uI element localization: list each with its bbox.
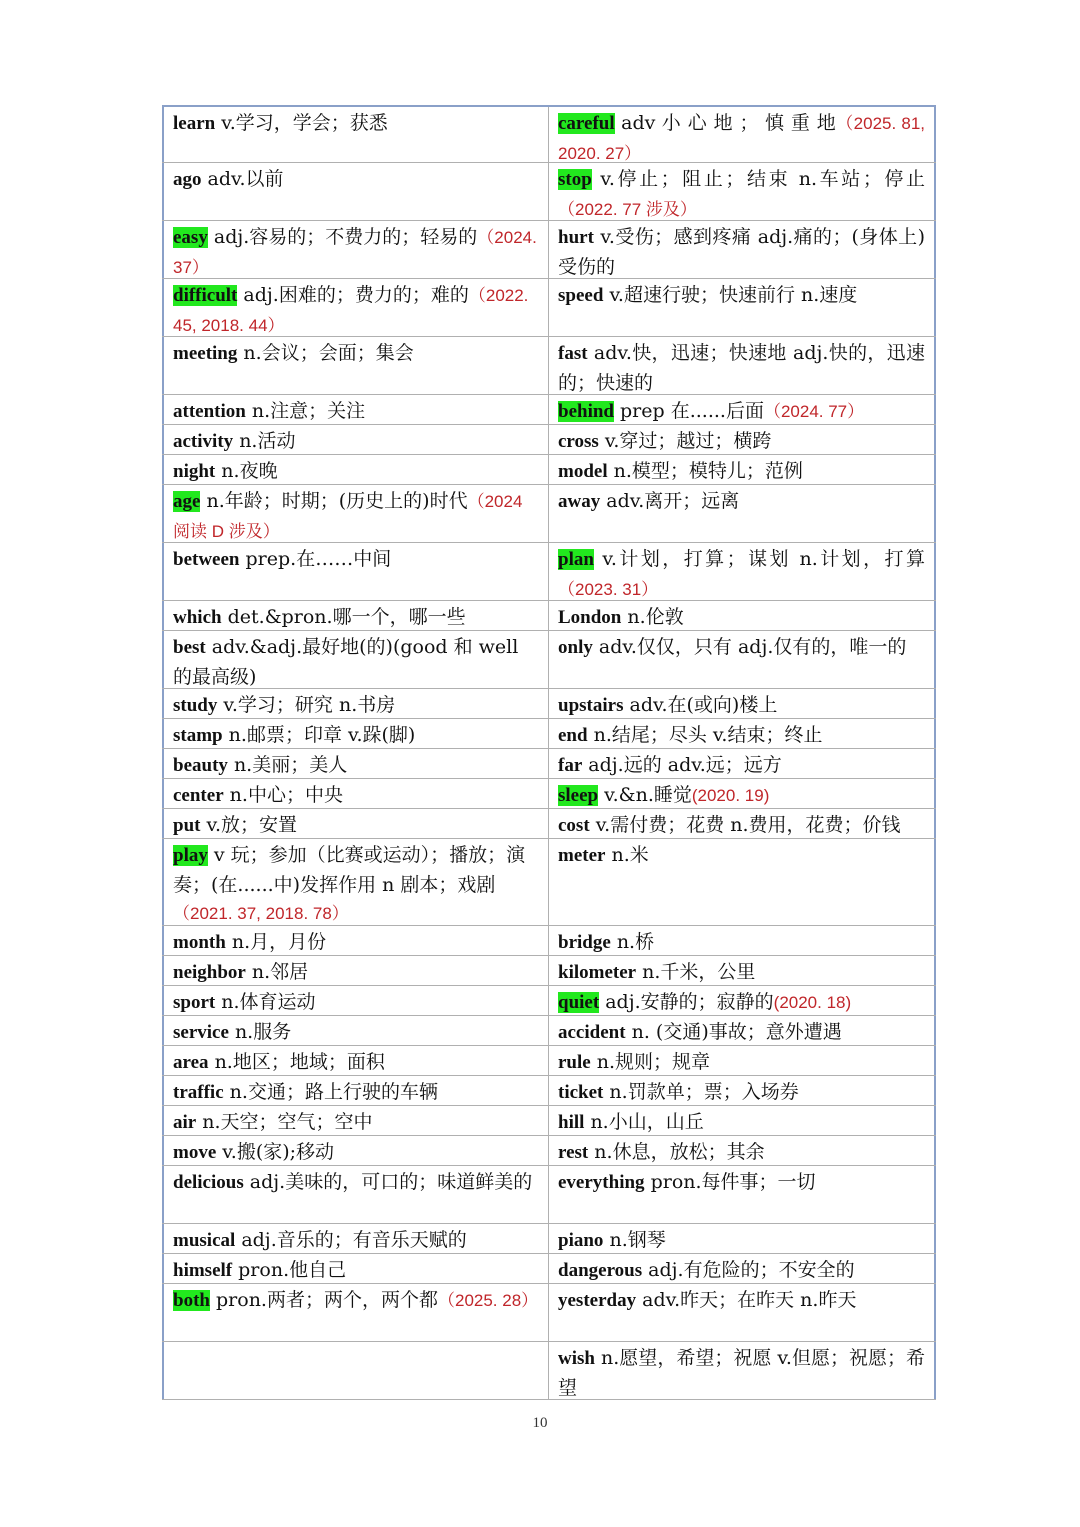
headword: far: [558, 755, 583, 776]
table-row: [162, 1254, 936, 1284]
left-entry-cell: [162, 395, 549, 424]
right-entry-cell: [549, 956, 936, 985]
left-entry-cell: [162, 1342, 549, 1399]
right-entry-cell: [549, 1136, 936, 1165]
table-row: [162, 1136, 936, 1166]
headword: both: [173, 1290, 210, 1311]
table-row: [162, 839, 936, 926]
definition: n.体育运动: [215, 991, 316, 1013]
definition: n.模型；模特儿；范例: [607, 460, 803, 482]
headword: study: [173, 695, 218, 716]
right-entry-cell: [549, 839, 936, 925]
page-number: 10: [532, 1415, 548, 1431]
exam-reference: （2024. 37）: [173, 228, 537, 277]
right-entry-cell: [549, 455, 936, 484]
headword: kilometer: [558, 962, 637, 983]
headword: stamp: [173, 725, 223, 746]
headword: cross: [558, 431, 599, 452]
definition: n.愿望，希望；祝愿 v.但愿；祝愿；希望: [558, 1347, 925, 1399]
definition: adj.有危险的；不安全的: [642, 1259, 855, 1281]
headword: wish: [558, 1348, 595, 1369]
table-row: [162, 809, 936, 839]
headword: difficult: [173, 285, 238, 306]
left-entry-cell: [162, 779, 549, 808]
definition: n.天空；空气；空中: [196, 1111, 373, 1133]
table-row: [162, 1106, 936, 1136]
headword: center: [173, 785, 224, 806]
headword: ago: [173, 169, 202, 190]
left-entry-cell: [162, 1016, 549, 1045]
left-entry-cell: [162, 1106, 549, 1135]
headword: accident: [558, 1022, 626, 1043]
table-row: [162, 631, 936, 689]
definition: pron.每件事；一切: [644, 1171, 816, 1193]
definition: adv.快，迅速；快速地 adj.快的，迅速的；快速的: [558, 342, 925, 394]
headword: cost: [558, 815, 590, 836]
headword: piano: [558, 1230, 604, 1251]
definition: v.停止；阻止；结束 n.车站；停止: [591, 168, 925, 190]
definition: n.年龄；时期；(历史上的)时代: [200, 490, 468, 512]
definition: adj.困难的；费力的；难的: [237, 284, 469, 306]
left-entry-cell: [162, 163, 549, 220]
exam-reference: （2023. 31）: [558, 579, 659, 599]
right-entry-cell: [549, 631, 936, 688]
left-entry-cell: [162, 839, 549, 925]
definition: prep 在......后面: [613, 400, 764, 422]
left-entry-cell: [162, 749, 549, 778]
right-entry-cell: [549, 1106, 936, 1135]
headword: between: [173, 549, 240, 570]
left-entry-cell: [162, 1136, 549, 1165]
table-row: [162, 163, 936, 221]
headword: age: [173, 491, 201, 512]
definition: v.放；安置: [200, 814, 298, 836]
definition: det.&pron.哪一个，哪一些: [221, 606, 466, 628]
exam-reference: （2021. 37, 2018. 78）: [173, 904, 349, 923]
definition: v.学习；研究 n.书房: [217, 694, 396, 716]
table-row: [162, 749, 936, 779]
exam-reference: （2025. 81, 2020. 27）: [558, 114, 925, 162]
table-row: [162, 337, 936, 395]
right-entry-cell: [549, 1284, 936, 1341]
definition: v.学习，学会；获悉: [215, 112, 388, 134]
headword: which: [173, 607, 222, 628]
definition: adv.昨天；在昨天 n.昨天: [636, 1289, 857, 1311]
definition: v.搬(家);移动: [216, 1141, 335, 1163]
definition: adj.音乐的；有音乐天赋的: [235, 1229, 467, 1251]
definition: v 玩；参加（比赛或运动）；播放；演奏；(在......中)发挥作用 n 剧本；戏剧: [173, 844, 526, 896]
right-entry-cell: [549, 485, 936, 542]
right-entry-cell: [549, 1046, 936, 1075]
headword: area: [173, 1052, 209, 1073]
right-entry-cell: [549, 1076, 936, 1105]
table-row: [162, 543, 936, 601]
table-row: [162, 1342, 936, 1400]
exam-reference: （2022. 45, 2018. 44）: [173, 286, 529, 335]
table-row: [162, 425, 936, 455]
definition: n.夜晚: [215, 460, 278, 482]
right-entry-cell: [549, 1016, 936, 1045]
right-entry-cell: [549, 337, 936, 394]
headword: night: [173, 461, 216, 482]
right-entry-cell: [549, 749, 936, 778]
left-entry-cell: [162, 631, 549, 688]
table-row: [162, 986, 936, 1016]
left-entry-cell: [162, 1284, 549, 1341]
right-entry-cell: [549, 1342, 936, 1399]
definition: prep.在……中间: [239, 548, 392, 570]
right-entry-cell: [549, 395, 936, 424]
left-entry-cell: [162, 1254, 549, 1283]
headword: quiet: [558, 992, 600, 1013]
table-row: [162, 279, 936, 337]
definition: n.注意；关注: [245, 400, 366, 422]
right-entry-cell: [549, 543, 936, 600]
right-entry-cell: [549, 279, 936, 336]
definition: adv.仅仅，只有 adj.仅有的，唯一的: [592, 636, 907, 658]
left-entry-cell: [162, 1076, 549, 1105]
headword: ticket: [558, 1082, 604, 1103]
left-entry-cell: [162, 601, 549, 630]
headword: easy: [173, 227, 208, 248]
right-entry-cell: [549, 163, 936, 220]
table-row: [162, 719, 936, 749]
definition: n.中心；中央: [223, 784, 343, 806]
headword: only: [558, 637, 593, 658]
definition: adv.在(或向)楼上: [623, 694, 778, 716]
definition: adj.美味的，可口的；味道鲜美的: [243, 1171, 533, 1193]
headword: rule: [558, 1052, 591, 1073]
right-entry-cell: [549, 689, 936, 718]
right-entry-cell: [549, 221, 936, 278]
table-row: [162, 1166, 936, 1224]
definition: pron.两者；两个，两个都: [209, 1289, 438, 1311]
exam-reference: (2020. 18): [773, 993, 852, 1012]
left-entry-cell: [162, 107, 549, 162]
headword: London: [558, 607, 622, 628]
left-entry-cell: [162, 485, 549, 542]
right-entry-cell: [549, 1254, 936, 1283]
headword: attention: [173, 401, 246, 422]
headword: meeting: [173, 343, 238, 364]
definition: pron.他自己: [232, 1259, 347, 1281]
right-entry-cell: [549, 809, 936, 838]
exam-reference: （2024 阅读 D 涉及）: [173, 492, 523, 541]
headword: traffic: [173, 1082, 224, 1103]
left-entry-cell: [162, 926, 549, 955]
definition: n.邻居: [245, 961, 309, 983]
table-row: [162, 105, 936, 163]
headword: plan: [558, 549, 594, 570]
left-entry-cell: [162, 425, 549, 454]
headword: move: [173, 1142, 217, 1163]
left-entry-cell: [162, 337, 549, 394]
headword: speed: [558, 285, 604, 306]
definition: v.需付费；花费 n.费用，花费；价钱: [589, 814, 901, 836]
table-row: [162, 601, 936, 631]
headword: month: [173, 932, 226, 953]
headword: learn: [173, 113, 216, 134]
vocabulary-table: [162, 105, 936, 1400]
left-entry-cell: [162, 956, 549, 985]
definition: n.服务: [228, 1021, 292, 1043]
right-entry-cell: [549, 425, 936, 454]
table-row: [162, 956, 936, 986]
definition: n.会议；会面；集会: [237, 342, 414, 364]
definition: n.伦敦: [621, 606, 684, 628]
exam-reference: （2024. 77）: [763, 402, 865, 421]
definition: adv.&adj.最好地(的)(good 和 well 的最高级): [173, 636, 519, 688]
table-row: [162, 689, 936, 719]
headword: dangerous: [558, 1260, 643, 1281]
table-row: [162, 455, 936, 485]
definition: adv.离开；远离: [600, 490, 740, 512]
definition: adv.以前: [201, 168, 284, 190]
headword: everything: [558, 1172, 645, 1193]
table-row: [162, 926, 936, 956]
left-entry-cell: [162, 543, 549, 600]
definition: n.月，月份: [225, 931, 327, 953]
table-row: [162, 221, 936, 279]
definition: v.计划，打算；谋划 n.计划，打算: [593, 548, 925, 570]
table-row: [162, 1076, 936, 1106]
right-entry-cell: [549, 986, 936, 1015]
table-row: [162, 1224, 936, 1254]
definition: n.桥: [610, 931, 655, 953]
headword: sleep: [558, 785, 599, 806]
right-entry-cell: [549, 779, 936, 808]
headword: neighbor: [173, 962, 246, 983]
right-entry-cell: [549, 1166, 936, 1223]
headword: stop: [558, 169, 592, 190]
definition: n.小山，山丘: [584, 1111, 704, 1133]
headword: himself: [173, 1260, 233, 1281]
headword: beauty: [173, 755, 228, 776]
headword: service: [173, 1022, 229, 1043]
left-entry-cell: [162, 809, 549, 838]
left-entry-cell: [162, 719, 549, 748]
table-row: [162, 1046, 936, 1076]
definition: n.罚款单；票；入场券: [603, 1081, 799, 1103]
definition: n.邮票；印章 v.跺(脚): [222, 724, 416, 746]
left-entry-cell: [162, 279, 549, 336]
headword: hill: [558, 1112, 585, 1133]
right-entry-cell: [549, 1224, 936, 1253]
headword: activity: [173, 431, 234, 452]
table-row: [162, 1016, 936, 1046]
headword: careful: [558, 113, 615, 134]
definition: adv 小 心 地 ； 慎 重 地: [614, 112, 837, 134]
definition: v.&n.睡觉: [598, 784, 692, 806]
right-entry-cell: [549, 107, 936, 162]
definition: adj.远的 adv.远；远方: [582, 754, 782, 776]
headword: play: [173, 845, 208, 866]
headword: put: [173, 815, 201, 836]
definition: v.受伤；感到疼痛 adj.痛的；(身体上)受伤的: [558, 226, 925, 278]
definition: n.活动: [233, 430, 296, 452]
left-entry-cell: [162, 689, 549, 718]
left-entry-cell: [162, 1046, 549, 1075]
headword: sport: [173, 992, 216, 1013]
headword: best: [173, 637, 206, 658]
exam-reference: (2020. 19): [691, 786, 770, 805]
headword: air: [173, 1112, 197, 1133]
headword: meter: [558, 845, 606, 866]
headword: delicious: [173, 1172, 244, 1193]
definition: n.地区；地域；面积: [208, 1051, 385, 1073]
headword: upstairs: [558, 695, 624, 716]
exam-reference: （2022. 77 涉及）: [558, 199, 697, 219]
definition: v.超速行驶；快速前行 n.速度: [603, 284, 858, 306]
definition: n.交通；路上行驶的车辆: [223, 1081, 438, 1103]
left-entry-cell: [162, 221, 549, 278]
definition: n.美丽；美人: [227, 754, 348, 776]
headword: rest: [558, 1142, 589, 1163]
left-entry-cell: [162, 1224, 549, 1253]
headword: musical: [173, 1230, 236, 1251]
headword: fast: [558, 343, 588, 364]
headword: end: [558, 725, 588, 746]
definition: n.规则；规章: [590, 1051, 711, 1073]
table-row: [162, 485, 936, 543]
definition: n.休息，放松；其余: [588, 1141, 765, 1163]
definition: n.米: [605, 844, 649, 866]
headword: model: [558, 461, 608, 482]
left-entry-cell: [162, 986, 549, 1015]
right-entry-cell: [549, 926, 936, 955]
definition: v.穿过；越过；横跨: [598, 430, 772, 452]
exam-reference: （2025. 28）: [437, 1291, 539, 1310]
table-row: [162, 779, 936, 809]
headword: bridge: [558, 932, 611, 953]
right-entry-cell: [549, 719, 936, 748]
definition: n. (交通)事故；意外遭遇: [625, 1021, 842, 1043]
definition: n.千米，公里: [636, 961, 756, 983]
headword: away: [558, 491, 601, 512]
right-entry-cell: [549, 601, 936, 630]
headword: behind: [558, 401, 614, 422]
table-row: [162, 395, 936, 425]
definition: adj.容易的；不费力的；轻易的: [207, 226, 478, 248]
left-entry-cell: [162, 1166, 549, 1223]
definition: adj.安静的；寂静的: [599, 991, 774, 1013]
definition: n.钢琴: [603, 1229, 666, 1251]
headword: hurt: [558, 227, 594, 248]
left-entry-cell: [162, 455, 549, 484]
definition: n.结尾；尽头 v.结束；终止: [587, 724, 823, 746]
table-row: [162, 1284, 936, 1342]
headword: yesterday: [558, 1290, 637, 1311]
